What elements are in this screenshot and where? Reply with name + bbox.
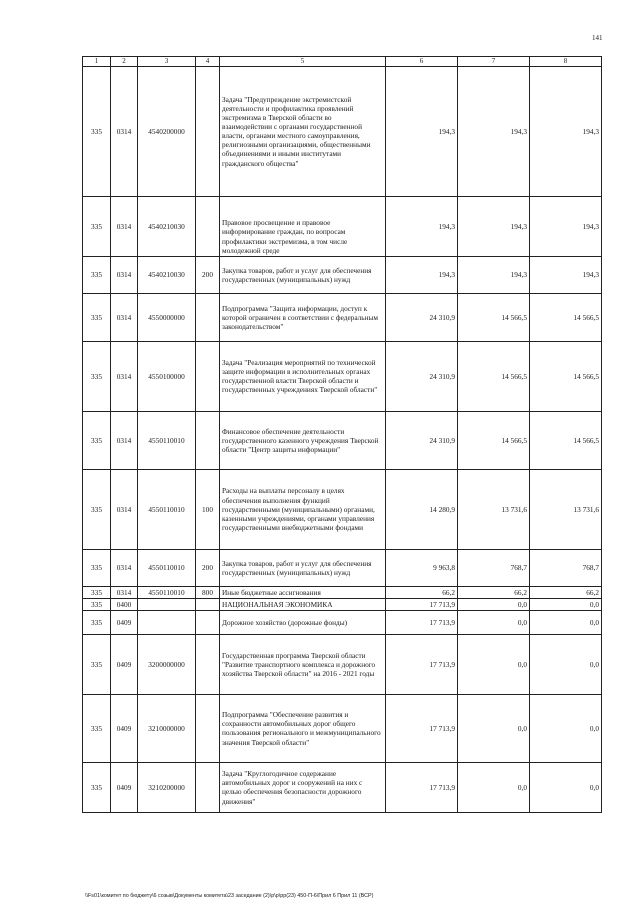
cell-section: 0400 — [111, 598, 138, 610]
table-row — [83, 694, 602, 762]
cell-description: Подпрограмма "Защита информации, доступ к которой ограничен в соответствии с федеральным законодательством" — [220, 293, 386, 341]
cell-description: Государственная программа Тверской области "Развитие транспортного комплекса и дорожного хозяйства Тверской области" на 2016 - 2021 годы — [220, 634, 386, 694]
cell-target — [138, 610, 196, 634]
table-row — [83, 256, 602, 293]
cell-amount-1: 194,3 — [386, 196, 458, 256]
cell-target: 4550110010 — [138, 411, 196, 469]
cell-description: Финансовое обеспечение деятельности государственного казенного учреждения Тверской области "Центр защиты информации" — [220, 411, 386, 469]
cell-ved: 335 — [83, 196, 111, 256]
column-header: 7 — [458, 57, 530, 67]
cell-expense-type — [196, 66, 220, 196]
cell-amount-3: 194,3 — [530, 196, 602, 256]
cell-ved: 335 — [83, 469, 111, 549]
cell-amount-3: 0,0 — [530, 598, 602, 610]
cell-ved: 335 — [83, 586, 111, 598]
cell-amount-2: 0,0 — [458, 598, 530, 610]
cell-amount-1: 17 713,9 — [386, 762, 458, 812]
cell-expense-type: 100 — [196, 469, 220, 549]
table-row — [83, 634, 602, 694]
cell-target: 4550110010 — [138, 586, 196, 598]
column-header: 6 — [386, 57, 458, 67]
table-row — [83, 586, 602, 598]
cell-amount-1: 24 310,9 — [386, 411, 458, 469]
cell-ved: 335 — [83, 293, 111, 341]
cell-ved: 335 — [83, 66, 111, 196]
cell-section: 0314 — [111, 341, 138, 411]
cell-description: Расходы на выплаты персоналу в целях обеспечения выполнения функций государственными (муниципальными) органами, казенными учреждениями, органами управления государственными внебюджетными фондами — [220, 469, 386, 549]
cell-ved: 335 — [83, 762, 111, 812]
cell-amount-2: 0,0 — [458, 762, 530, 812]
cell-section: 0409 — [111, 694, 138, 762]
table-row — [83, 598, 602, 610]
cell-description: Задача "Предупреждение экстремистской деятельности и профилактика проявлений экстремизма в Тверской области во взаимодействии с органами государственной власти, органами местного самоуправления, религиозными организациями, общественными объединениями и иными институтами гражданского общества" — [220, 66, 386, 196]
page-number: 141 — [592, 34, 603, 42]
cell-amount-3: 194,3 — [530, 256, 602, 293]
table-row — [83, 196, 602, 256]
cell-amount-1: 17 713,9 — [386, 634, 458, 694]
cell-description: Подпрограмма "Обеспечение развития и сохранности автомобильных дорог общего пользования регионального и межмуниципального значения Тверской области" — [220, 694, 386, 762]
cell-amount-3: 66,2 — [530, 586, 602, 598]
file-path-footer: \\Fs01\комитет по бюджету\6 созыв\Документы комитета\23 заседание (2)\р\р\рр(23) 450-П-6\Прил 6 Прил 11 (ВСР) — [85, 893, 374, 899]
cell-ved: 335 — [83, 610, 111, 634]
table-row — [83, 469, 602, 549]
cell-section: 0314 — [111, 586, 138, 598]
cell-expense-type — [196, 634, 220, 694]
cell-amount-1: 17 713,9 — [386, 598, 458, 610]
cell-ved: 335 — [83, 411, 111, 469]
cell-section: 0314 — [111, 66, 138, 196]
cell-target — [138, 598, 196, 610]
cell-target: 4540210030 — [138, 256, 196, 293]
cell-expense-type — [196, 694, 220, 762]
cell-amount-1: 14 280,9 — [386, 469, 458, 549]
cell-amount-2: 14 566,5 — [458, 411, 530, 469]
cell-amount-1: 194,3 — [386, 66, 458, 196]
cell-amount-2: 0,0 — [458, 694, 530, 762]
column-header: 4 — [196, 57, 220, 67]
cell-target: 4550100000 — [138, 341, 196, 411]
cell-section: 0314 — [111, 196, 138, 256]
cell-section: 0409 — [111, 762, 138, 812]
column-header: 8 — [530, 57, 602, 67]
cell-amount-3: 13 731,6 — [530, 469, 602, 549]
cell-ved: 335 — [83, 341, 111, 411]
cell-expense-type — [196, 762, 220, 812]
cell-expense-type — [196, 293, 220, 341]
cell-amount-2: 0,0 — [458, 610, 530, 634]
budget-table — [82, 56, 602, 813]
cell-amount-2: 194,3 — [458, 66, 530, 196]
cell-description: Правовое просвещение и правовое информирование граждан, по вопросам профилактики экстремизма, в том числе молодежной среде — [220, 196, 386, 256]
cell-expense-type — [196, 341, 220, 411]
cell-section: 0314 — [111, 469, 138, 549]
cell-ved: 335 — [83, 634, 111, 694]
cell-target: 4540200000 — [138, 66, 196, 196]
cell-description: Закупка товаров, работ и услуг для обеспечения государственных (муниципальных) нужд — [220, 256, 386, 293]
table-row — [83, 411, 602, 469]
cell-expense-type: 200 — [196, 549, 220, 586]
cell-amount-2: 0,0 — [458, 634, 530, 694]
cell-ved: 335 — [83, 598, 111, 610]
cell-expense-type — [196, 610, 220, 634]
table-row — [83, 341, 602, 411]
cell-amount-1: 17 713,9 — [386, 694, 458, 762]
cell-amount-1: 9 963,8 — [386, 549, 458, 586]
cell-ved: 335 — [83, 694, 111, 762]
cell-amount-3: 768,7 — [530, 549, 602, 586]
cell-amount-2: 66,2 — [458, 586, 530, 598]
cell-section: 0314 — [111, 256, 138, 293]
cell-target: 3210200000 — [138, 762, 196, 812]
table-row — [83, 549, 602, 586]
column-header: 5 — [220, 57, 386, 67]
cell-target: 4550000000 — [138, 293, 196, 341]
cell-target: 3200000000 — [138, 634, 196, 694]
cell-amount-3: 14 566,5 — [530, 341, 602, 411]
cell-amount-2: 768,7 — [458, 549, 530, 586]
table-row — [83, 66, 602, 196]
table-header-row — [83, 57, 602, 67]
cell-target: 4540210030 — [138, 196, 196, 256]
cell-amount-3: 0,0 — [530, 634, 602, 694]
cell-target: 3210000000 — [138, 694, 196, 762]
cell-ved: 335 — [83, 549, 111, 586]
cell-description: НАЦИОНАЛЬНАЯ ЭКОНОМИКА — [220, 598, 386, 610]
cell-amount-2: 194,3 — [458, 196, 530, 256]
cell-section: 0314 — [111, 549, 138, 586]
cell-expense-type — [196, 411, 220, 469]
cell-expense-type — [196, 196, 220, 256]
cell-amount-2: 14 566,5 — [458, 293, 530, 341]
cell-section: 0314 — [111, 411, 138, 469]
cell-section: 0409 — [111, 634, 138, 694]
cell-amount-1: 194,3 — [386, 256, 458, 293]
cell-section: 0409 — [111, 610, 138, 634]
cell-amount-3: 194,3 — [530, 66, 602, 196]
cell-amount-1: 24 310,9 — [386, 341, 458, 411]
cell-amount-3: 14 566,5 — [530, 293, 602, 341]
cell-target: 4550110010 — [138, 549, 196, 586]
cell-description: Иные бюджетные ассигнования — [220, 586, 386, 598]
cell-amount-1: 24 310,9 — [386, 293, 458, 341]
cell-description: Дорожное хозяйство (дорожные фонды) — [220, 610, 386, 634]
cell-section: 0314 — [111, 293, 138, 341]
cell-ved: 335 — [83, 256, 111, 293]
cell-expense-type: 200 — [196, 256, 220, 293]
cell-amount-3: 0,0 — [530, 762, 602, 812]
cell-description: Закупка товаров, работ и услуг для обеспечения государственных (муниципальных) нужд — [220, 549, 386, 586]
table-row — [83, 610, 602, 634]
cell-amount-3: 14 566,5 — [530, 411, 602, 469]
column-header: 1 — [83, 57, 111, 67]
column-header: 2 — [111, 57, 138, 67]
column-header: 3 — [138, 57, 196, 67]
table-row — [83, 293, 602, 341]
cell-expense-type — [196, 598, 220, 610]
cell-target: 4550110010 — [138, 469, 196, 549]
cell-amount-2: 194,3 — [458, 256, 530, 293]
cell-amount-2: 14 566,5 — [458, 341, 530, 411]
table-row — [83, 762, 602, 812]
cell-amount-2: 13 731,6 — [458, 469, 530, 549]
cell-description: Задача "Реализация мероприятий по технической защите информации в исполнительных органах государственной власти Тверской области и государственных учреждениях Тверской области" — [220, 341, 386, 411]
cell-amount-1: 66,2 — [386, 586, 458, 598]
cell-amount-3: 0,0 — [530, 610, 602, 634]
cell-expense-type: 800 — [196, 586, 220, 598]
cell-description: Задача "Круглогодичное содержание автомобильных дорог и сооружений на них с целью обеспечения безопасности дорожного движения" — [220, 762, 386, 812]
cell-amount-1: 17 713,9 — [386, 610, 458, 634]
cell-amount-3: 0,0 — [530, 694, 602, 762]
